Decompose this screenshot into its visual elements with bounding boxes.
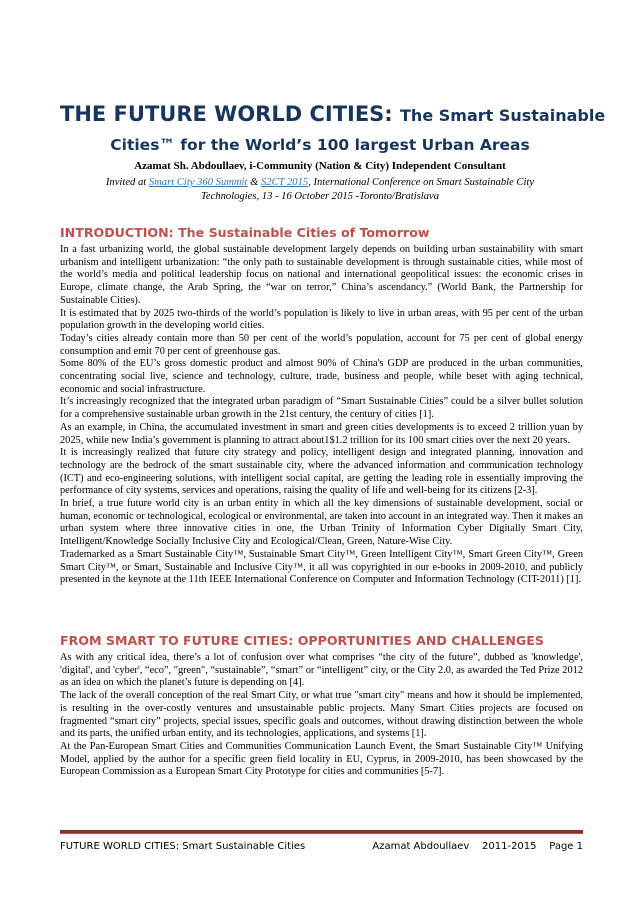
footer-right — [372, 841, 583, 852]
page-footer — [60, 830, 583, 852]
footer-rule — [60, 830, 583, 834]
title-block — [60, 100, 606, 174]
paragraph: In a fast urbanizing world, the global sustainable development largely depends on building urban sustainability with smart urbanism and intelligent urbanization: “the only path to sustainable development is through sustainable cities, while most of the world’s media and political leadership focus on national and international geopolitical issues: the economic crises in Europe, climate change, the Arab Spring, the “war on terror,” China’s ascendancy.” (World Bank, the Partnership for Sustainable Cities). — [60, 244, 583, 306]
section2-heading: FROM SMART TO FUTURE CITIES: OPPORTUNITIES AND CHALLENGES — [60, 633, 544, 648]
document-title — [60, 100, 606, 130]
paragraph: In brief, a true future world city is an urban entity in which all the key dimensions of sustainable development, social or human, economic or technological, ecological or environmental, are taken into account in an integrated way. Then it makes an urban system where three innovative cities in one, the Urban Trinity of Information Cyber Digitally Smart City, Intelligent/Knowledge Socially Inclusive City and Ecological/Clean, Green, Nature-Wise City. — [60, 498, 583, 548]
paragraph: It is increasingly realized that future city strategy and policy, intelligent design and integrated planning, innovation and technology are the bedrock of the smart sustainable city, where the advanced information and communication technology (ICT) and eco-engineering solutions, with intelligent social capital, are getting the leading role in essentially improving the performance of city systems, services and operations, raising the quality of life and well-being for its citizens [2-3]. — [60, 447, 583, 497]
footer-author: Azamat Abdoullaev — [372, 841, 470, 852]
paragraph: Trademarked as a Smart Sustainable City™, Sustainable Smart City™, Green Intelligent City™, Smart Green City™, Green Smart City™, or Smart, Sustainable and Inclusive City™, it all was copyrighted in our e-books in 2009-2010, and publicly presented in the keynote at the 11th IEEE International Conference on Computer and Information Technology (CIT-2011) [1]. — [60, 548, 583, 586]
paragraph: The lack of the overall conception of the real Smart City, or what true "smart city" means and how it should be implemented, is resulting in the over-costly ventures and unsustainable public projects. Many Smart Cities projects are focused on fragmented “smart city” projects, special issues, specific goals and outcomes, without drawing distinction between the whole and its parts, the unified urban entity, and its technologies, applications, and systems [1]. — [60, 690, 583, 740]
paragraph: It’s increasingly recognized that the integrated urban paradigm of “Smart Sustainable Cities” could be a silver bullet solution for a comprehensive sustainable urban growth in the 21st century, the century of cities [1]. — [60, 396, 583, 421]
introduction-heading: INTRODUCTION: The Sustainable Cities of Tomorrow — [60, 225, 430, 240]
paragraph: It is estimated that by 2025 two-thirds of the world’s population is likely to live in urban areas, with 95 per cent of the urban population growth in the developing world cities. — [60, 307, 583, 332]
paragraph: At the Pan-European Smart Cities and Communities Communication Launch Event, the Smart Sustainable City™ Unifying Model, applied by the author for a specific green field locality in EU, Cyprus, in 2009-2010, has been showcased by the European Commission as a European Smart City Prototype for cities and communities [5-7]. — [60, 740, 583, 778]
paragraph: Today’s cities already contain more than 50 per cent of the world’s population, account for 75 per cent of global energy consumption and emit 70 per cent of greenhouse gas. — [60, 332, 583, 357]
smart-city-360-link[interactable]: Smart City 360 Summit — [148, 177, 248, 188]
title-main: THE FUTURE WORLD CITIES: — [60, 102, 393, 126]
author-line: Azamat Sh. Abdoullaev, i-Community (Nation & City) Independent Consultant — [134, 160, 506, 172]
footer-title: FUTURE WORLD CITIES: Smart Sustainable Cities — [60, 841, 306, 852]
page-number: Page 1 — [549, 841, 583, 852]
footer-years: 2011-2015 — [482, 841, 537, 852]
paragraph: As with any critical idea, there’s a lot of confusion over what comprises “the city of the future”, dubbed as 'knowledge', 'digital', and 'cyber', “eco”, "green", “sustainable”, “smart” or “intelligent” city, or the City 2.0, as awarded the Ted Prize 2012 as an idea on which the planet’s future is depending on [4]. — [60, 652, 583, 689]
introduction-section — [60, 224, 583, 587]
smart-to-future-section — [60, 632, 583, 779]
title-line2: Cities™ for the World’s 100 largest Urban Areas — [110, 136, 530, 154]
invited-prefix: Invited at — [105, 177, 149, 188]
invited-line — [80, 176, 560, 204]
invited-suffix: , International Conference on Smart Sustainable City Technologies, 13 - 16 October 2015 -Toronto/Bratislava — [200, 177, 535, 202]
footer-text — [60, 841, 583, 852]
paragraph: Some 80% of the EU’s gross domestic product and almost 90% of China's GDP are produced in the urban communities, concentrating social live, science and technology, culture, trade, business and people, while beset with aging technical, economic and social infrastructure. — [60, 358, 583, 395]
invited-amp: & — [247, 177, 261, 188]
s2ct-2015-link[interactable]: S2CT 2015 — [261, 177, 309, 188]
title-sub: The Smart Sustainable — [400, 106, 606, 125]
paragraph: As an example, in China, the accumulated investment in smart and green cities developments is to exceed 2 trillion yuan by 2025, while new India’s government is planning to attract about1$1.2 trillion for its 100 smart cities over the next 20 years. — [60, 421, 583, 446]
